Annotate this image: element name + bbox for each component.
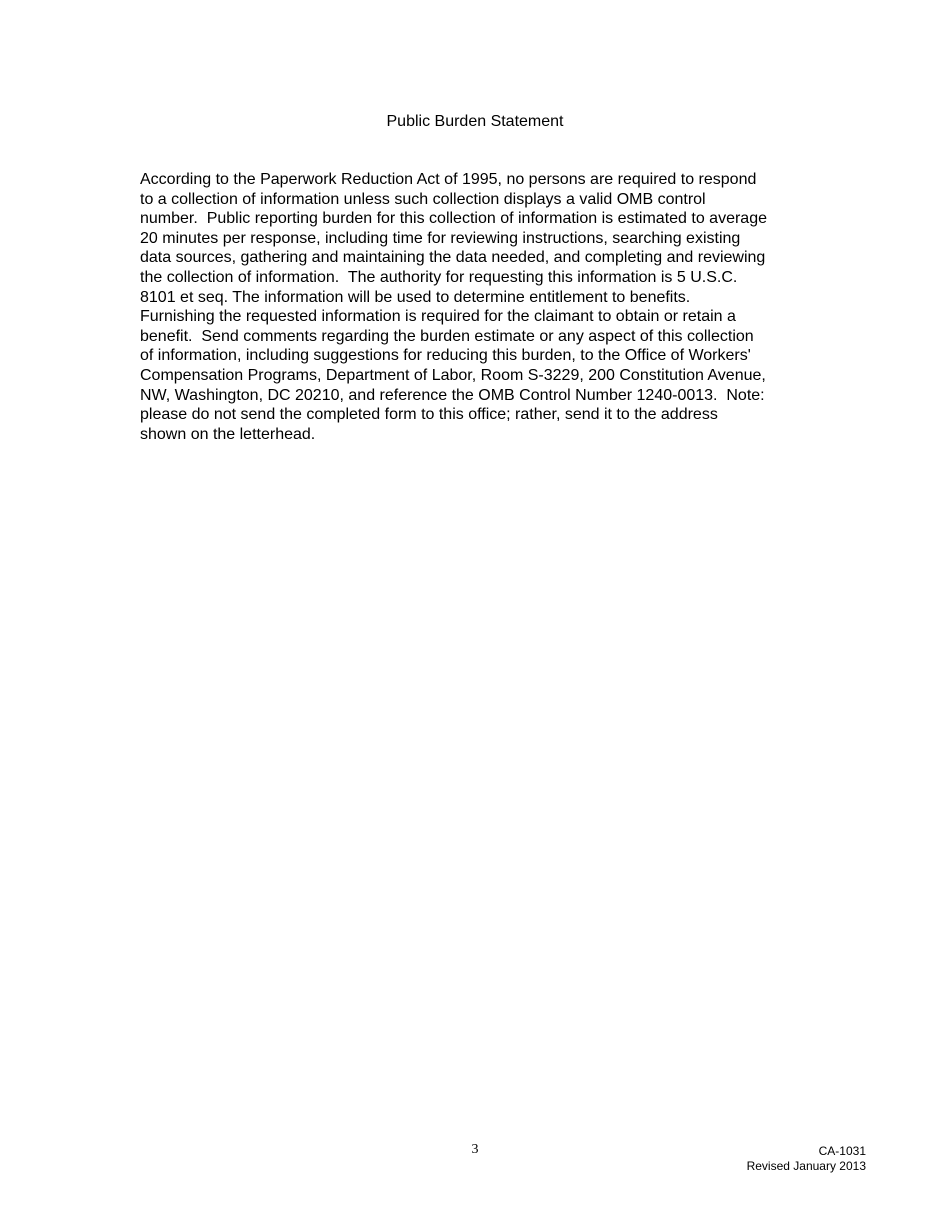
paragraph-line: to a collection of information unless such collection displays a valid OMB control bbox=[140, 190, 706, 208]
paragraph-line: shown on the letterhead. bbox=[140, 425, 316, 443]
form-number: CA-1031 bbox=[818, 1144, 866, 1158]
page-title: Public Burden Statement bbox=[386, 113, 564, 130]
paragraph-line: According to the Paperwork Reduction Act of 1995, no persons are required to respond bbox=[140, 171, 757, 188]
paragraph-line: the collection of information. The authority for requesting this information is 5 U.S.C. bbox=[140, 268, 738, 286]
paragraph-line: 8101 et seq. The information will be used to determine entitlement to benefits. bbox=[140, 288, 691, 306]
revision-date: Revised January 2013 bbox=[746, 1159, 866, 1173]
paragraph-line: number. Public reporting burden for this collection of information is estimated to average bbox=[140, 210, 767, 228]
form-identifier bbox=[747, 1144, 866, 1174]
paragraph-line: data sources, gathering and maintaining the data needed, and completing and reviewing bbox=[140, 249, 766, 267]
paragraph-line: 20 minutes per response, including time for reviewing instructions, searching existing bbox=[140, 229, 741, 247]
burden-statement-paragraph bbox=[140, 170, 820, 444]
paragraph-line: Compensation Programs, Department of Labor, Room S-3229, 200 Constitution Avenue, bbox=[140, 366, 766, 384]
paragraph-line: NW, Washington, DC 20210, and reference the OMB Control Number 1240-0013. Note: bbox=[140, 386, 765, 404]
paragraph-line: of information, including suggestions for reducing this burden, to the Office of Workers' bbox=[140, 347, 751, 365]
paragraph-line: please do not send the completed form to this office; rather, send it to the address bbox=[140, 406, 718, 424]
page-number: 3 bbox=[471, 1142, 479, 1157]
paragraph-line: Furnishing the requested information is required for the claimant to obtain or retain a bbox=[140, 308, 736, 326]
paragraph-line: benefit. Send comments regarding the burden estimate or any aspect of this collection bbox=[140, 327, 754, 345]
